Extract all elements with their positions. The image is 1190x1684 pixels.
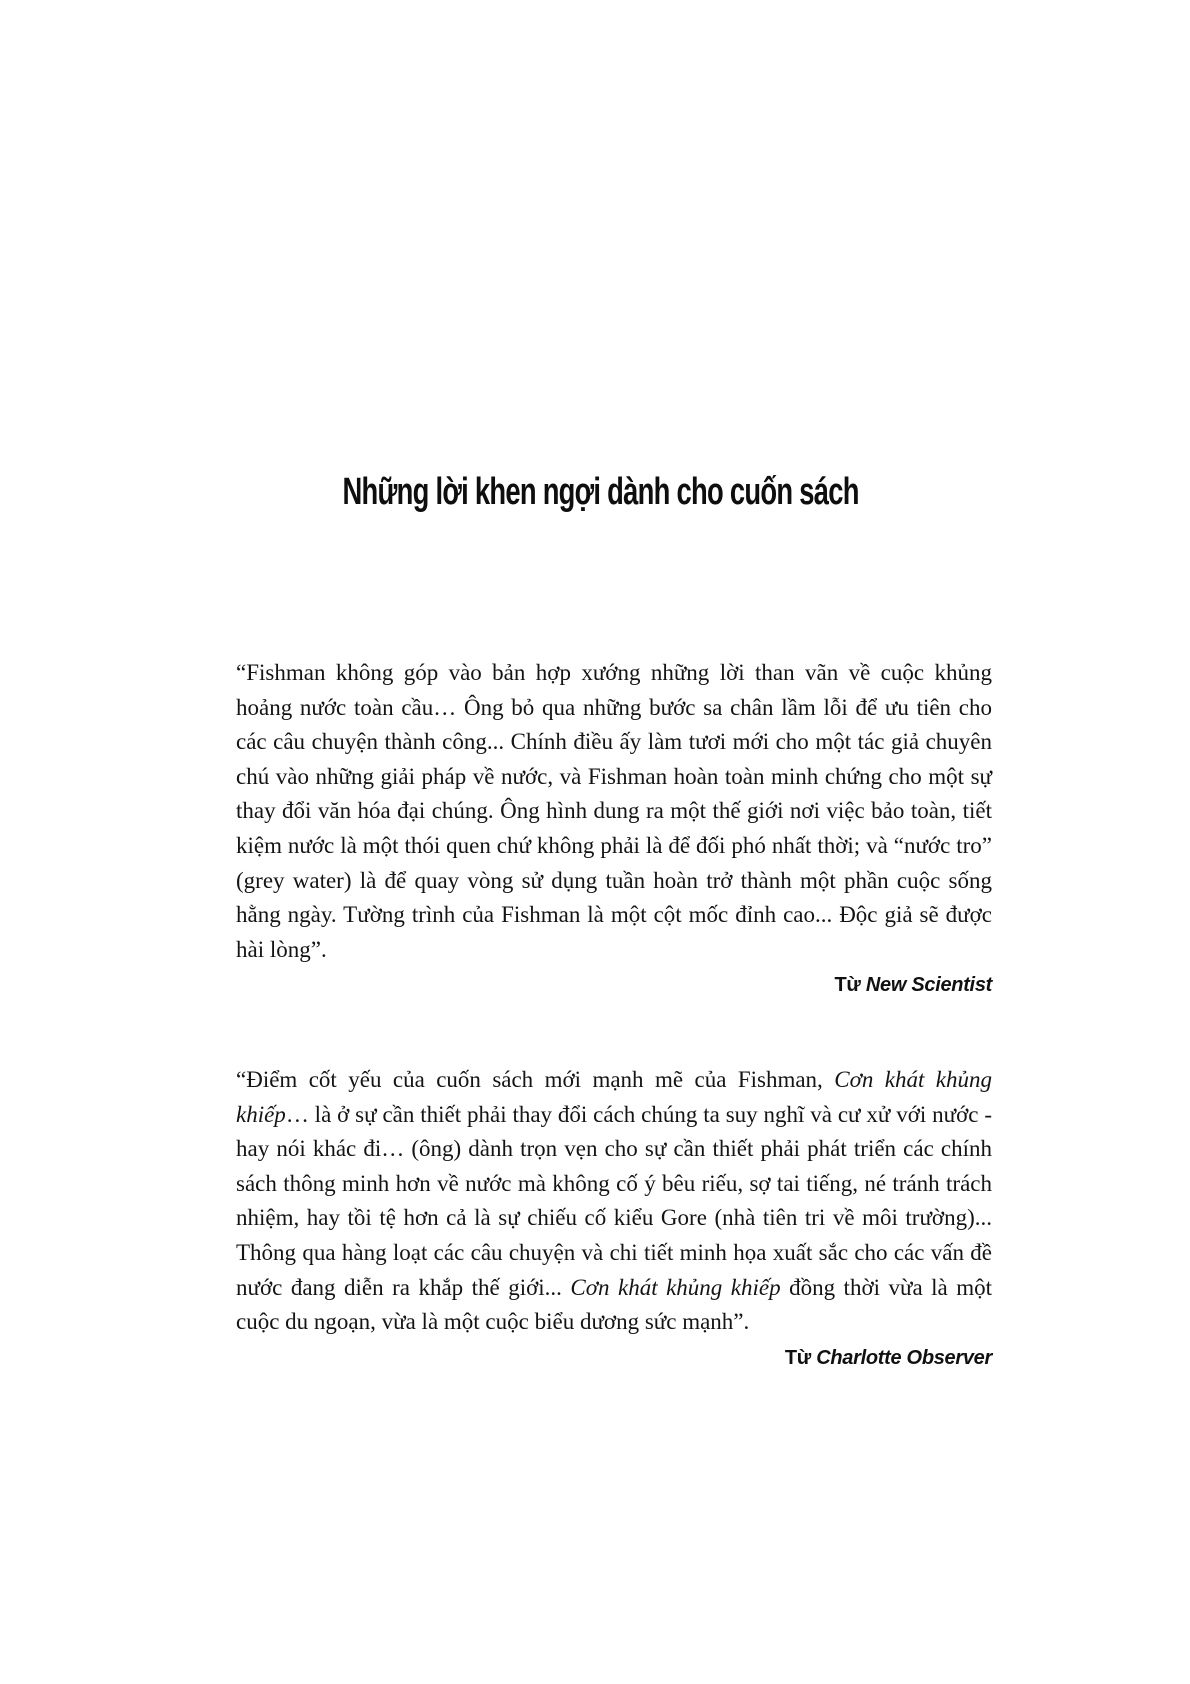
quote-attribution <box>236 1344 992 1372</box>
review-quote-new-scientist <box>236 656 992 999</box>
quote-text <box>236 656 992 967</box>
quote-segment: đồng thời vừa là một cuộc du ngoạn, vừa là một cuộc biểu dương sức mạnh”. <box>236 1274 993 1335</box>
quote-segment: … là ở sự cần thiết phải thay đổi cách chúng ta suy nghĩ và cư xử với nước - hay nói khác đi… (ông) dành trọn vẹn cho sự cần thiết phải phát triển các chính sách thông minh hơn về nước mà không cố ý bêu riếu, sợ tai tiếng, né tránh trách nhiệm, hay tồi tệ hơn cả là sự chiếu cố kiểu Gore (nhà tiên tri về môi trường)... Thông qua hàng loạt các câu chuyện và chi tiết minh họa xuất sắc cho các vấn đề nước đang diễn ra khắp thế giới... <box>236 1101 992 1300</box>
quote-text <box>236 1063 992 1340</box>
page-title: Những lời khen ngợi dành cho cuốn sách <box>342 471 859 513</box>
review-quote-charlotte-observer <box>236 1063 992 1372</box>
attribution-source: New Scientist <box>865 974 992 997</box>
quote-segment: “Fishman không góp vào bản hợp xướng những lời than vãn về cuộc khủng hoảng nước toàn cầu… Ông bỏ qua những bước sa chân lầm lỗi để ưu tiên cho các câu chuyện thành công... Chính điều ấy làm tươi mới cho một tác giả chuyên chú vào những giải pháp về nước, và Fishman hoàn toàn minh chứng cho một sự thay đổi văn hóa đại chúng. Ông hình dung ra một thế giới nơi việc bảo toàn, tiết kiệm nước là một thói quen chứ không phải là để đối phó nhất thời; và “nước tro” (grey water) là để quay vòng sử dụng tuần hoàn trở thành một phần cuộc sống hằng ngày. Tường trình của Fishman là một cột mốc đỉnh cao... Độc giả sẽ được hài lòng”. <box>236 660 992 962</box>
book-title-italic: Cơn khát khủng khiếp <box>570 1274 781 1300</box>
attribution-source: Charlotte Observer <box>816 1346 992 1369</box>
quote-segment: “Điểm cốt yếu của cuốn sách mới mạnh mẽ của Fishman, <box>236 1067 835 1092</box>
attribution-prefix: Từ <box>784 1346 817 1369</box>
book-title-italic: Cơn khát khủng khiếp <box>236 1067 992 1127</box>
attribution-prefix: Từ <box>834 974 866 997</box>
quote-attribution <box>236 971 992 999</box>
